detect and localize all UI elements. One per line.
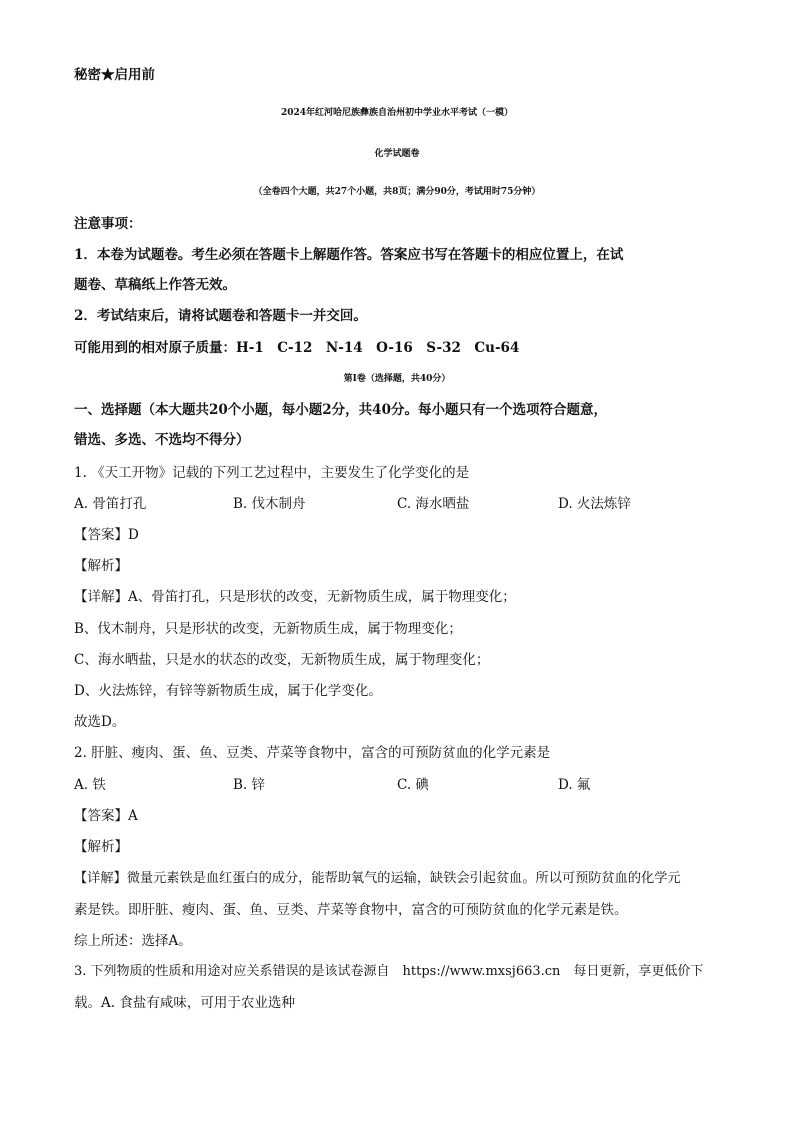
q1-stem: 1. 《天工开物》记载的下列工艺过程中，主要发生了化学变化的是: [74, 465, 470, 481]
q1-option-d: D. 火法炼锌: [558, 496, 631, 512]
q2-answer: 【答案】A: [74, 808, 138, 824]
q2-detail-line-1: 【详解】微量元素铁是血红蛋白的成分，能帮助氧气的运输，缺铁会引起贫血。所以可预防贫血的化学元: [74, 871, 681, 886]
q2-conclusion: 综上所述：选择A。: [74, 933, 192, 949]
q2-option-a: A. 铁: [74, 777, 106, 793]
note-2: 2．考试结束后，请将试题卷和答题卡一并交回。: [74, 308, 367, 324]
q2-option-c: C. 碘: [397, 777, 429, 793]
note-1-line-1: 1．本卷为试题卷。考生必须在答题卡上解题作答。答案应书写在答题卡的相应位置上，在试: [74, 247, 624, 263]
note-1-line-2: 题卷、草稿纸上作答无效。: [74, 277, 236, 293]
q1-detail-line-3: C、海水晒盐，只是水的状态的改变，无新物质生成，属于物理变化；: [74, 652, 490, 668]
q2-option-b: B. 锌: [233, 777, 266, 793]
q1-detail-line-4: D、火法炼锌，有锌等新物质生成，属于化学变化。: [74, 683, 382, 699]
exam-info: （全卷四个大题，共27个小题，共8页；满分90分，考试用时75分钟）: [253, 187, 541, 197]
q1-answer: 【答案】D: [74, 527, 139, 543]
q1-option-c: C. 海水晒盐: [397, 496, 470, 512]
q1-detail-line-1: 【详解】A、骨笛打孔，只是形状的改变，无新物质生成，属于物理变化；: [74, 589, 516, 605]
q3-stem-line-1: 3. 下列物质的性质和用途对应关系错误的是该试卷源自 https://www.mxsj663.cn 每日更新，享更低价下: [74, 964, 704, 979]
notes-heading: 注意事项：: [74, 216, 142, 232]
part-title: 第Ⅰ卷（选择题，共40分）: [343, 374, 451, 384]
q1-conclusion: 故选D。: [74, 714, 126, 730]
section-heading-line-2: 错选、多选、不选均不得分）: [74, 432, 250, 448]
paper-subtitle: 化学试题卷: [374, 149, 420, 159]
section-heading-line-1: 一、选择题（本大题共20个小题，每小题2分，共40分。每小题只有一个选项符合题意，: [74, 402, 607, 418]
q1-analysis: 【解析】: [74, 558, 128, 574]
q1-option-b: B. 伐木制舟: [233, 496, 306, 512]
q2-stem: 2. 肝脏、瘦肉、蛋、鱼、豆类、芹菜等食物中，富含的可预防贫血的化学元素是: [74, 745, 551, 761]
q1-detail-line-2: B、伐木制舟，只是形状的改变，无新物质生成，属于物理变化；: [74, 621, 462, 637]
q3-stem-line-2: 载。A. 食盐有咸味，可用于农业选种: [74, 995, 295, 1011]
exam-title: 2024年红河哈尼族彝族自治州初中学业水平考试（一模）: [280, 108, 514, 118]
confidential-label: 秘密★启用前: [74, 67, 155, 83]
q2-analysis: 【解析】: [74, 839, 128, 855]
atomic-mass-line: 可能用到的相对原子质量：H-1 C-12 N-14 O-16 S-32 Cu-64: [74, 340, 520, 356]
q1-option-a: A. 骨笛打孔: [74, 496, 147, 512]
q2-option-d: D. 氟: [558, 777, 591, 793]
q2-detail-line-2: 素是铁。即肝脏、瘦肉、蛋、鱼、豆类、芹菜等食物中，富含的可预防贫血的化学元素是铁。: [74, 902, 628, 918]
